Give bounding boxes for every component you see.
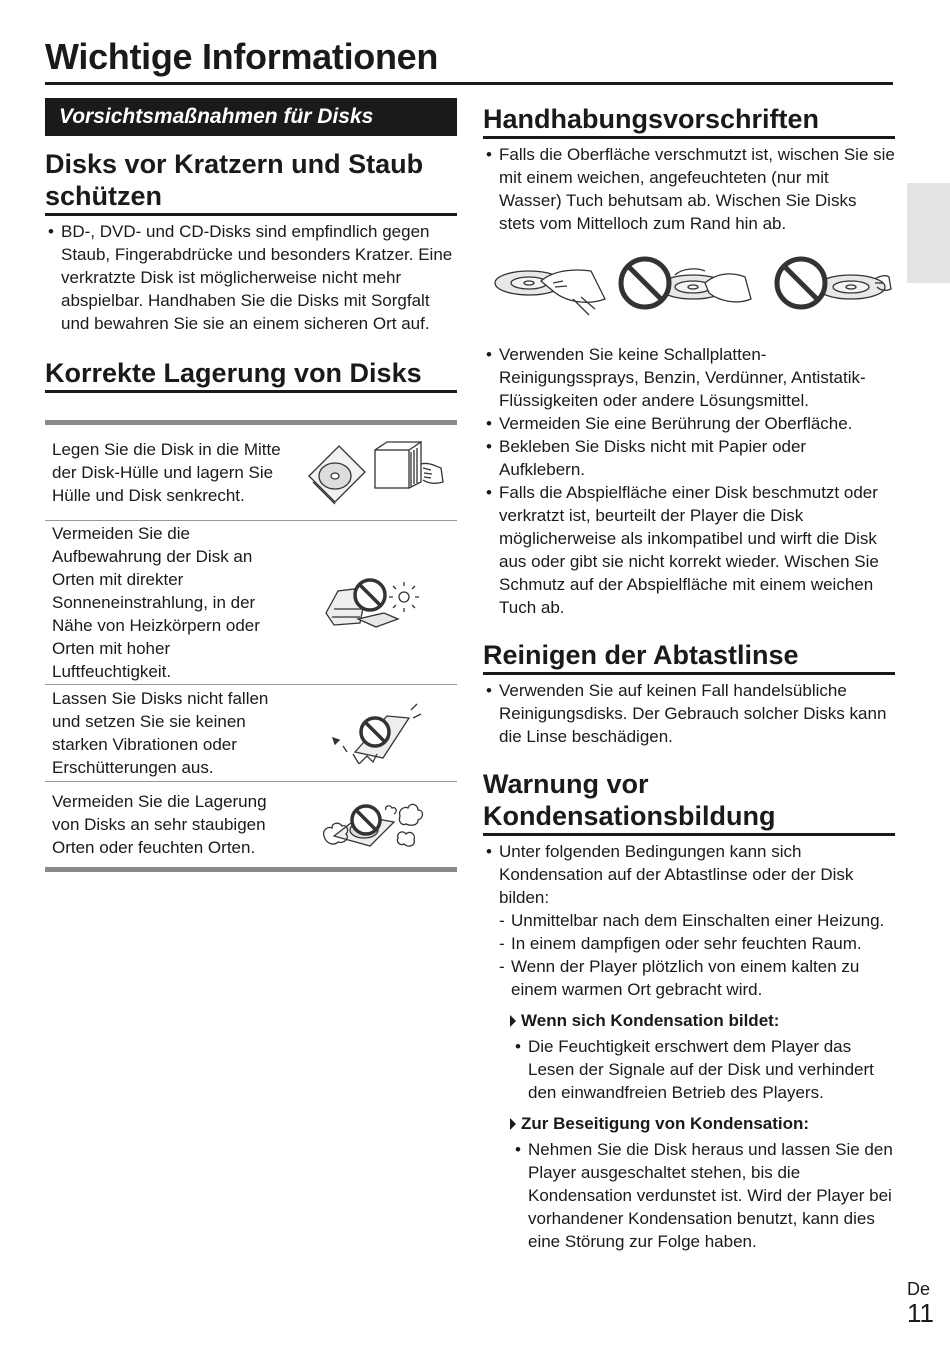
heading-lens-cleaning: Reinigen der Abtastlinse [483, 639, 895, 675]
heading-disc-storage: Korrekte Lagerung von Disks [45, 357, 457, 393]
no-drop-icon [325, 702, 425, 764]
storage-row [45, 684, 457, 781]
left-column [45, 98, 457, 872]
storage-row [45, 520, 457, 684]
page-number: 11 [907, 1298, 934, 1328]
list-item: • Nehmen Sie die Disk heraus und lassen Sie den Player ausgeschaltet stehen, bis die Kondensation verdunstet ist. Wird der Player bei vorhandener Kondensation benutzt, kann dies eine Störung zur Folge haben. [483, 1138, 895, 1253]
no-sun-heat-icon [320, 573, 430, 633]
when-condensation-list [483, 1035, 895, 1104]
triangle-right-icon [510, 1015, 516, 1027]
section-bar-disc-precautions: Vorsichtsmaßnahmen für Disks [45, 98, 457, 136]
no-radial-wrong-icon [771, 253, 895, 319]
condensation-intro-list [483, 840, 895, 909]
triangle-right-icon [510, 1118, 516, 1130]
disc-wipe-correct-icon [493, 259, 608, 317]
heading-condensation-warning: Warnung vor Kondensationsbildung [483, 768, 895, 836]
page-title: Wichtige Informationen [45, 36, 439, 77]
list-item: - Unmittelbar nach dem Einschalten einer Heizung. [483, 909, 895, 932]
storage-table [45, 420, 457, 872]
list-item: • Bekleben Sie Disks nicht mit Papier oder Aufklebern. [483, 435, 895, 481]
title-rule [45, 82, 893, 85]
storage-row-text: Vermeiden Sie die Aufbewahrung der Disk an Orten mit direkter Sonneneinstrahlung, in der Nähe von Heizkörpern oder Orten mit hoher Luftfeuchtigkeit. [52, 524, 260, 681]
page-language: De [907, 1279, 931, 1299]
subheading-remove-condensation: Zur Beseitigung von Kondensation: [483, 1112, 895, 1135]
list-item: • BD-, DVD- und CD-Disks sind empfindlich gegen Staub, Fingerabdrücke und besonders Kratzer. Eine verkratzte Disk ist möglicherweise nicht mehr abspielbar. Handhaben Sie die Disks mit Sorgfalt und bewahren Sie sie an einem sicheren Ort auf. [45, 220, 457, 335]
list-item: • Falls die Abspielfläche einer Disk beschmutzt oder verkratzt ist, beurteilt der Player die Disk möglicherweise als inkompatibel und wirft die Disk aus oder gibt sie nicht korrekt wieder. Wischen Sie Schmutz auf der Abspielfläche mit einem weichen Tuch ab. [483, 481, 895, 619]
no-dust-icon [320, 796, 430, 854]
list-item: • Unter folgenden Bedingungen kann sich Kondensation auf der Abtastlinse oder der Disk bilden: [483, 840, 895, 909]
lens-bullet-list [483, 679, 895, 748]
right-column [483, 98, 895, 1253]
storage-row-text: Vermeiden Sie die Lagerung von Disks an sehr staubigen Orten oder feuchten Orten. [52, 792, 267, 857]
list-item: • Vermeiden Sie eine Berührung der Oberfläche. [483, 412, 895, 435]
list-item: • Verwenden Sie auf keinen Fall handelsübliche Reinigungsdisks. Der Gebrauch solcher Disks kann die Linse beschädigen. [483, 679, 895, 748]
side-tab [907, 183, 950, 283]
list-item: • Falls die Oberfläche verschmutzt ist, wischen Sie sie mit einem weichen, angefeuchteten (nur mit Wasser) Tuch behutsam ab. Wischen Sie Disks stets vom Mittelloch zum Rand hin ab. [483, 143, 895, 235]
list-item: • Die Feuchtigkeit erschwert dem Player das Lesen der Signale auf der Disk und verhindert den einwandfreien Betrieb des Players. [483, 1035, 895, 1104]
remove-condensation-list [483, 1138, 895, 1253]
storage-row-text: Legen Sie die Disk in die Mitte der Disk-Hülle und lagern Sie Hülle und Disk senkrecht. [52, 440, 281, 505]
no-circular-wipe-icon [615, 253, 755, 319]
list-item: - In einem dampfigen oder sehr feuchten Raum. [483, 932, 895, 955]
disc-case-storage-icon [303, 438, 448, 508]
heading-scratch-dust: Disks vor Kratzern und Staub schützen [45, 148, 457, 216]
storage-row [45, 781, 457, 867]
storage-row-text: Lassen Sie Disks nicht fallen und setzen Sie sie keinen starken Vibrationen oder Erschütterungen aus. [52, 689, 269, 777]
list-item: • Verwenden Sie keine Schallplatten-Reinigungssprays, Benzin, Verdünner, Antistatik-Flüssigkeiten oder andere Lösungsmittel. [483, 343, 895, 412]
disc-cleaning-illustrations [483, 245, 895, 327]
subheading-when-condensation: Wenn sich Kondensation bildet: [483, 1009, 895, 1032]
scratch-bullet-list [45, 220, 457, 335]
handling-bullet-list [483, 343, 895, 619]
condensation-conditions-list [483, 909, 895, 1001]
list-item: - Wenn der Player plötzlich von einem kalten zu einem warmen Ort gebracht wird. [483, 955, 895, 1001]
storage-row [45, 425, 457, 520]
handling-intro-list [483, 143, 895, 235]
heading-handling: Handhabungsvorschriften [483, 103, 895, 139]
